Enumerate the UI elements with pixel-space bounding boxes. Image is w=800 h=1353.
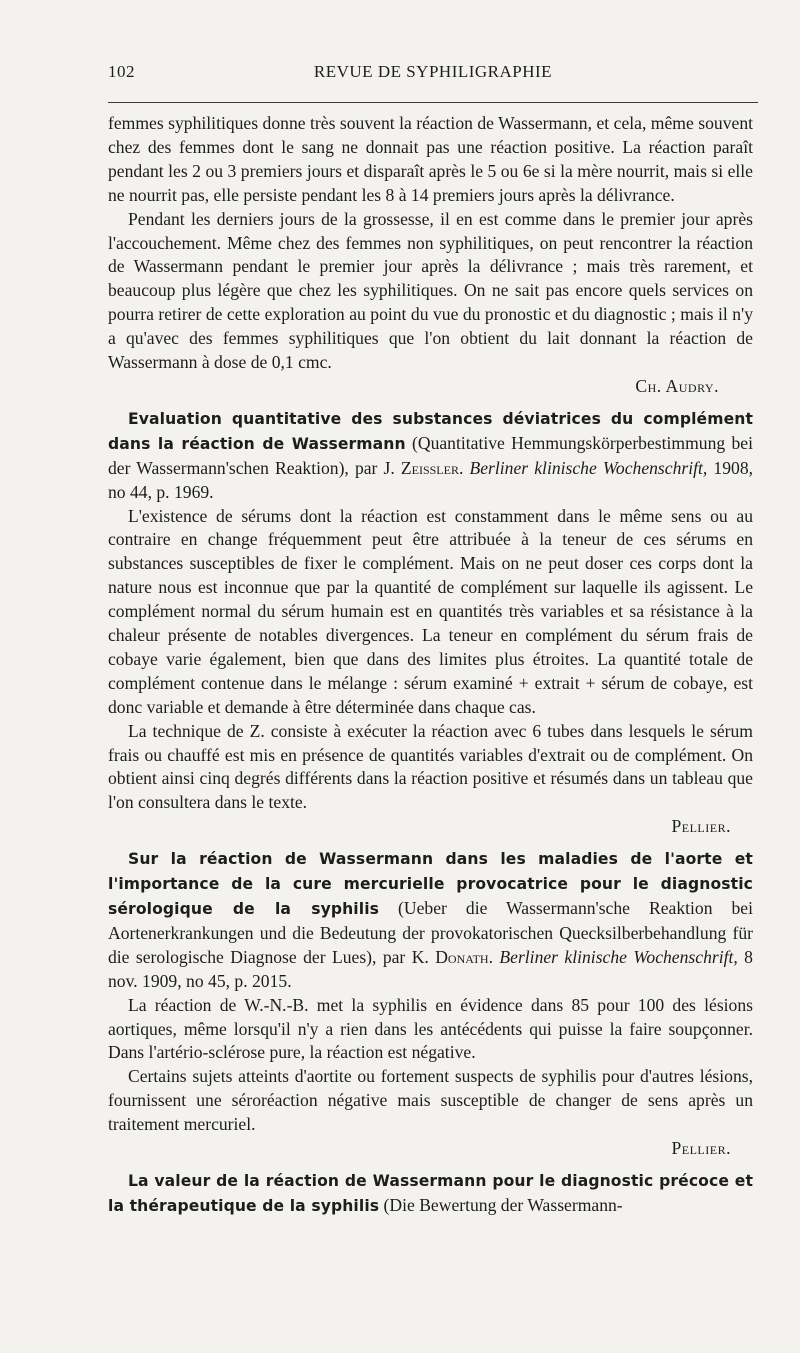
- page-number: 102: [108, 62, 135, 81]
- article3-author: K. Donath.: [411, 946, 493, 967]
- article2-signature-line: [108, 815, 753, 839]
- article2-paragraph-2: La technique de Z. consiste à exécuter la réaction avec 6 tubes dans lesquels le sérum frais ou chauffé est mis en présence de quantités variables d'extrait ou de complément. On obtient ainsi cinq degrés différents dans la réaction positive et résumés dans un tableau que l'on consultera dans le texte.: [108, 720, 753, 813]
- article4-heading: [108, 1169, 753, 1219]
- article1-paragraph-2: Pendant les derniers jours de la grossesse, il en est comme dans le premier jour après l'accouchement. Même chez des femmes non syphilitiques, on peut rencontrer la réaction de Wassermann pendant le premier jour après la délivrance ; mais très rarement, et beaucoup plus légère que chez les syphilitiques. On ne sait pas encore quels services on pourra retirer de cette exploration au point du vue du pronostic et du diagnostic ; mais il n'y a qu'avec des femmes syphilitiques que l'on obtient du lait donnant la réaction de Wassermann à dose de 0,1 cmc.: [108, 208, 753, 373]
- article3-signature: Pellier.: [671, 1138, 731, 1159]
- article2-title-rest: (Quantitative Hemmungskörperbestimmung bei der Wassermann'schen Reaktion), par: [108, 432, 753, 478]
- article1-signature: Ch. Audry.: [635, 375, 719, 396]
- running-title: REVUE DE SYPHILIGRAPHIE: [313, 62, 553, 81]
- article3-signature-line: [108, 1137, 753, 1161]
- article1-signature-line: [108, 375, 753, 399]
- page-body: [108, 112, 753, 1219]
- article2-title: Evaluation quantitative des substances déviatrices du complément dans la réaction de Wassermann: [108, 409, 753, 453]
- article2-signature: Pellier.: [671, 816, 731, 837]
- article2-paragraph-1: L'existence de sérums dont la réaction est constamment dans le même sens ou au contraire en change fréquemment peut être attribuée à la teneur de ces sérums en substances susceptibles de fixer le complément. Mais on ne peut doser ces corps dont la nature nous est inconnue que par la quantité de complément sur laquelle ils agissent. Le complément normal du sérum humain est en quantités très variables et sa résistance à la chaleur présente de notables divergences. La teneur en complément du sérum frais de cobaye varie également, bien que dans des limites plus étroites. La quantité totale de complément contenue dans le mélange : sérum examiné + extrait + sérum de cobaye, est donc variable et demande à être déterminée dans chaque cas.: [108, 505, 753, 717]
- header-rule: [108, 102, 758, 103]
- article3-title-rest: (Ueber die Wassermann'sche Reaktion bei Aortenerkrankungen und die Bedeutung der provokatorischen Quecksilberbehandlung für die serologische Diagnose der Lues), par: [108, 898, 754, 967]
- article3-heading: [108, 847, 753, 993]
- article2-author: J. Zeissler.: [383, 457, 464, 478]
- article3-citation: 8 nov. 1909, no 45, p. 2015.: [108, 946, 753, 991]
- article2-heading: [108, 407, 753, 505]
- page-header: [108, 62, 758, 92]
- article3-title: Sur la réaction de Wassermann dans les maladies de l'aorte et l'importance de la cure mercurielle provocatrice pour le diagnostic sérologique de la syphilis: [108, 850, 753, 918]
- article4-title-rest: (Die Bewertung der Wassermann-: [379, 1194, 623, 1215]
- article2-citation: 1908, no 44, p. 1969.: [108, 457, 754, 502]
- article3-journal: Berliner klinische Wochenschrift,: [499, 946, 738, 967]
- article2-journal: Berliner klinische Wochenschrift,: [469, 457, 708, 478]
- article3-paragraph-2: Certains sujets atteints d'aortite ou fortement suspects de syphilis pour d'autres lésions, fournissent une séroréaction négative mais susceptible de changer de sens après un traitement mercuriel.: [108, 1066, 753, 1135]
- article1-paragraph-1: femmes syphilitiques donne très souvent la réaction de Wassermann, et cela, même souvent chez des femmes dont le sang ne donnait pas une réaction positive. La réaction paraît pendant les 2 ou 3 premiers jours et disparaît après le 5 ou 6e si la mère nourrit, mais si elle ne nourrit pas, elle persiste pendant les 8 à 14 premiers jours après la délivrance.: [108, 113, 753, 205]
- article3-paragraph-1: La réaction de W.-N.-B. met la syphilis en évidence dans 85 pour 100 des lésions aortiques, même lorsqu'il n'y a rien dans les antécédents qui puisse la faire soupçonner. Dans l'artério-sclérose pure, la réaction est négative.: [108, 994, 753, 1063]
- article4-title: La valeur de la réaction de Wassermann pour le diagnostic précoce et la thérapeutique de la syphilis: [108, 1171, 753, 1215]
